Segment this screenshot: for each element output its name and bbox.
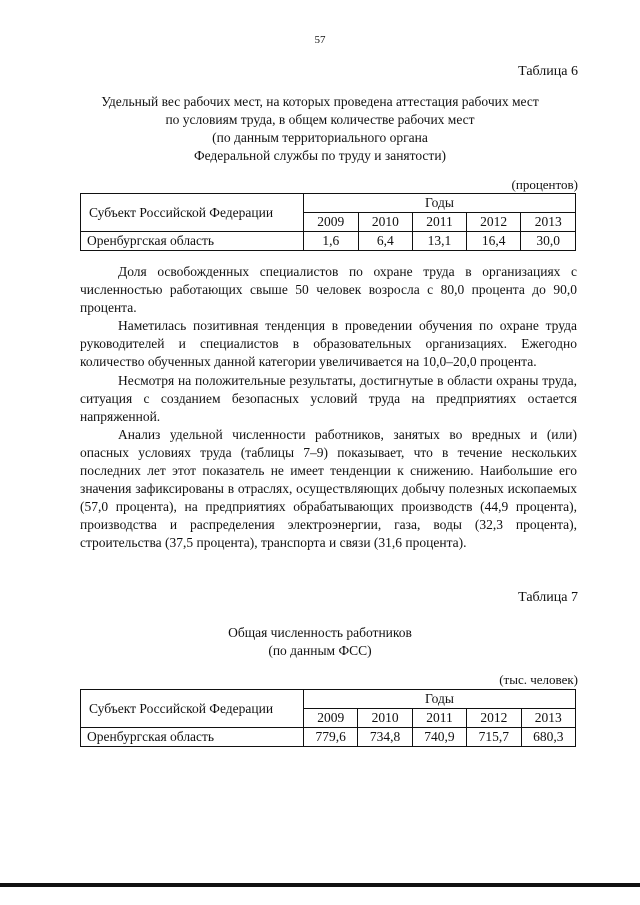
table-6-label: Таблица 6 (518, 64, 578, 79)
year-cell: 2011 (412, 709, 466, 728)
header-subject: Субъект Российской Федерации (81, 690, 304, 728)
paragraph: Доля освобожденных специалистов по охране труда в организациях с численностью работающих свыше 50 человек возросла с 80,0 процента до 90,0 процента. (80, 264, 577, 316)
year-cell: 2012 (466, 213, 521, 232)
table-row (81, 728, 576, 747)
value-cell: 16,4 (466, 232, 521, 251)
value-cell: 779,6 (304, 728, 358, 747)
year-cell: 2009 (304, 709, 358, 728)
year-cell: 2011 (413, 213, 467, 232)
value-cell: 30,0 (521, 232, 576, 251)
table-row (81, 232, 576, 251)
value-cell: 6,4 (358, 232, 413, 251)
value-cell: 680,3 (521, 728, 575, 747)
value-cell: 1,6 (304, 232, 359, 251)
body-text (80, 263, 577, 553)
table-6-unit: (процентов) (511, 177, 578, 192)
header-years: Годы (304, 194, 576, 213)
paragraph: Несмотря на положительные результаты, достигнутые в области охраны труда, ситуация с созданием безопасных условий труда на предприятиях остается напряженной. (80, 372, 577, 424)
table-7 (80, 689, 576, 747)
value-cell: 734,8 (358, 728, 412, 747)
caption-line: (по данным территориального органа (212, 130, 428, 145)
caption-line: Общая численность работников (228, 625, 412, 640)
year-cell: 2012 (467, 709, 521, 728)
year-cell: 2010 (358, 213, 413, 232)
year-cell: 2013 (521, 213, 576, 232)
caption-line: Удельный вес рабочих мест, на которых проведена аттестация рабочих мест (101, 94, 539, 109)
year-cell: 2009 (304, 213, 359, 232)
paragraph: Анализ удельной численности работников, занятых во вредных и (или) опасных условиях труда (таблицы 7–9) показывает, что в течение нескольких последних лет этот показатель не имеет тенденции к снижению. Наибольшие его значения зафиксированы в отраслях, осуществляющих добычу полезных ископаемых (57,0 процента), на предприятиях обрабатывающих производств (44,9 процента), производства и распределения электроэнергии, газа, воды (32,3 процента), строительства (37,5 процента), транспорта и связи (31,6 процента). (80, 426, 577, 551)
value-cell: 715,7 (467, 728, 521, 747)
year-cell: 2013 (521, 709, 575, 728)
table-6-caption (0, 93, 640, 165)
year-cell: 2010 (358, 709, 412, 728)
table-header-row (81, 194, 576, 213)
caption-line: по условиям труда, в общем количестве рабочих мест (165, 112, 475, 127)
region-cell: Оренбургская область (81, 232, 304, 251)
caption-line: Федеральной службы по труду и занятости) (193, 148, 447, 163)
table-6 (80, 193, 576, 251)
table-7-label: Таблица 7 (518, 590, 578, 605)
table-header-row (81, 690, 576, 709)
table-7-unit: (тыс. человек) (499, 672, 578, 687)
value-cell: 740,9 (412, 728, 466, 747)
region-cell: Оренбургская область (81, 728, 304, 747)
header-subject: Субъект Российской Федерации (81, 194, 304, 232)
bottom-divider (0, 883, 640, 887)
caption-line: (по данным ФСС) (268, 643, 372, 658)
page-number: 57 (314, 34, 326, 46)
value-cell: 13,1 (413, 232, 467, 251)
table-7-caption (0, 624, 640, 660)
header-years: Годы (304, 690, 576, 709)
paragraph: Наметилась позитивная тенденция в проведении обучения по охране труда руководителей и специалистов в образовательных организациях. Ежегодно количество обученных данной категории увеличивается на 10,0–20,0 процента. (80, 318, 577, 370)
